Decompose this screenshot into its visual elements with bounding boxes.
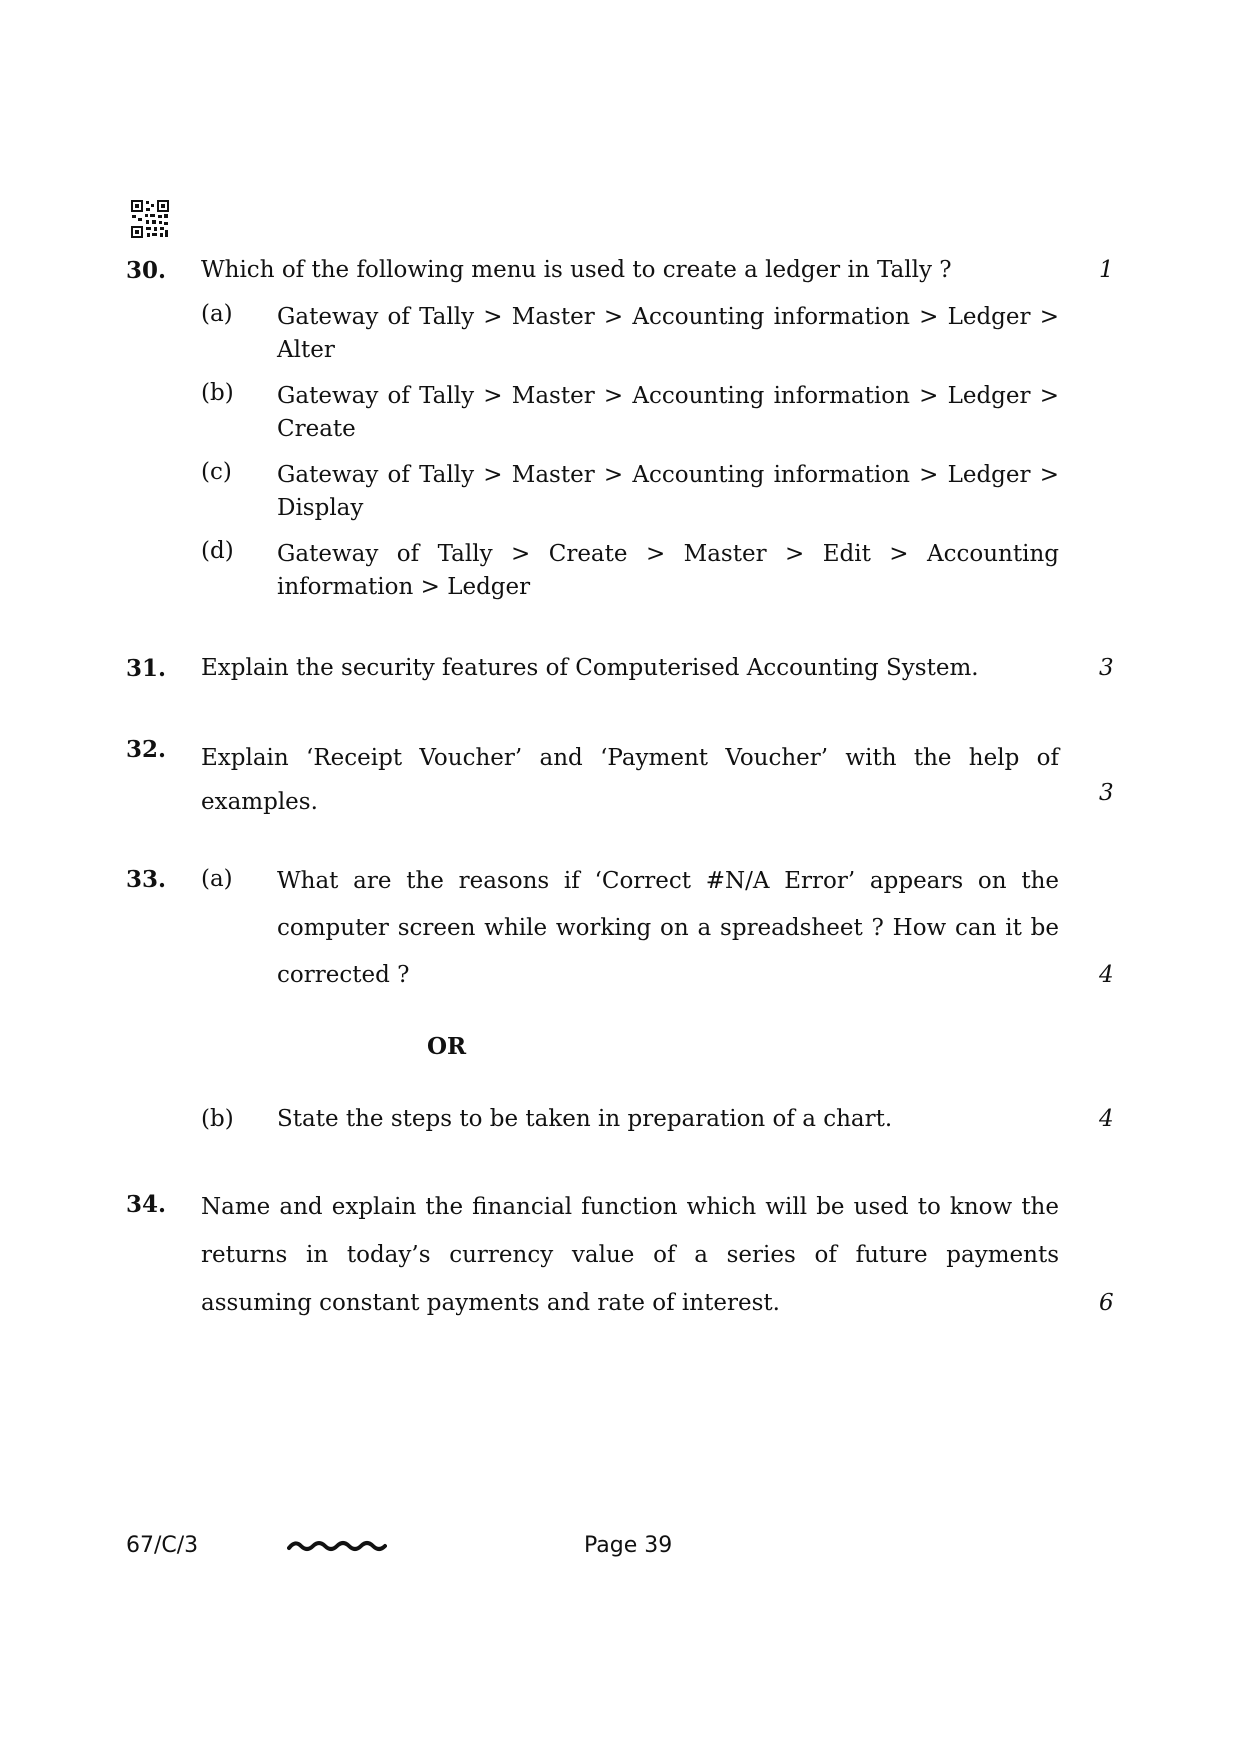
paper-code: 67/C/3 (126, 1533, 199, 1558)
question-32-number: 32. (126, 736, 167, 763)
option-d-text: Gateway of Tally > Create > Master > Edit > Accounting information > Ledger (277, 541, 1059, 600)
question-30-number: 30. (126, 257, 167, 284)
option-b-text: Gateway of Tally > Master > Accounting information > Ledger > Create (277, 383, 1059, 442)
question-33-number: 33. (126, 866, 167, 893)
question-31-text: Explain the security features of Computerised Accounting System. (201, 655, 979, 681)
option-c-text: Gateway of Tally > Master > Accounting information > Ledger > Display (277, 462, 1059, 521)
question-33b-label: (b) (201, 1106, 234, 1132)
wave-ornament-icon (287, 1536, 387, 1556)
question-30-text: Which of the following menu is used to create a ledger in Tally ? (201, 257, 952, 283)
option-c-label: (c) (201, 459, 232, 485)
question-33b-text: State the steps to be taken in preparation of a chart. (277, 1106, 893, 1132)
option-b-label: (b) (201, 380, 234, 406)
question-30-marks: 1 (1099, 257, 1114, 283)
option-a-label: (a) (201, 301, 233, 327)
question-34-marks: 6 (1099, 1290, 1114, 1316)
question-33a-label: (a) (201, 866, 233, 892)
option-d-label: (d) (201, 538, 234, 564)
question-32-marks: 3 (1099, 780, 1114, 806)
question-32-text: Explain ‘Receipt Voucher’ and ‘Payment Voucher’ with the help of examples. (201, 745, 1059, 815)
page-number: Page 39 (584, 1533, 673, 1558)
question-31-marks: 3 (1099, 655, 1114, 681)
question-34-number: 34. (126, 1191, 167, 1218)
or-separator: OR (427, 1033, 467, 1060)
question-33a-marks: 4 (1099, 962, 1114, 988)
qr-code-icon (130, 199, 170, 239)
question-34-text: Name and explain the financial function which will be used to know the returns in today’s currency value of a series of future payments assuming constant payments and rate of interest. (201, 1194, 1059, 1316)
question-31-number: 31. (126, 655, 167, 682)
question-33a-text: What are the reasons if ‘Correct #N/A Error’ appears on the computer screen while working on a spreadsheet ? How can it be corrected ? (277, 868, 1059, 988)
question-33b-marks: 4 (1099, 1106, 1114, 1132)
option-a-text: Gateway of Tally > Master > Accounting information > Ledger > Alter (277, 304, 1059, 363)
